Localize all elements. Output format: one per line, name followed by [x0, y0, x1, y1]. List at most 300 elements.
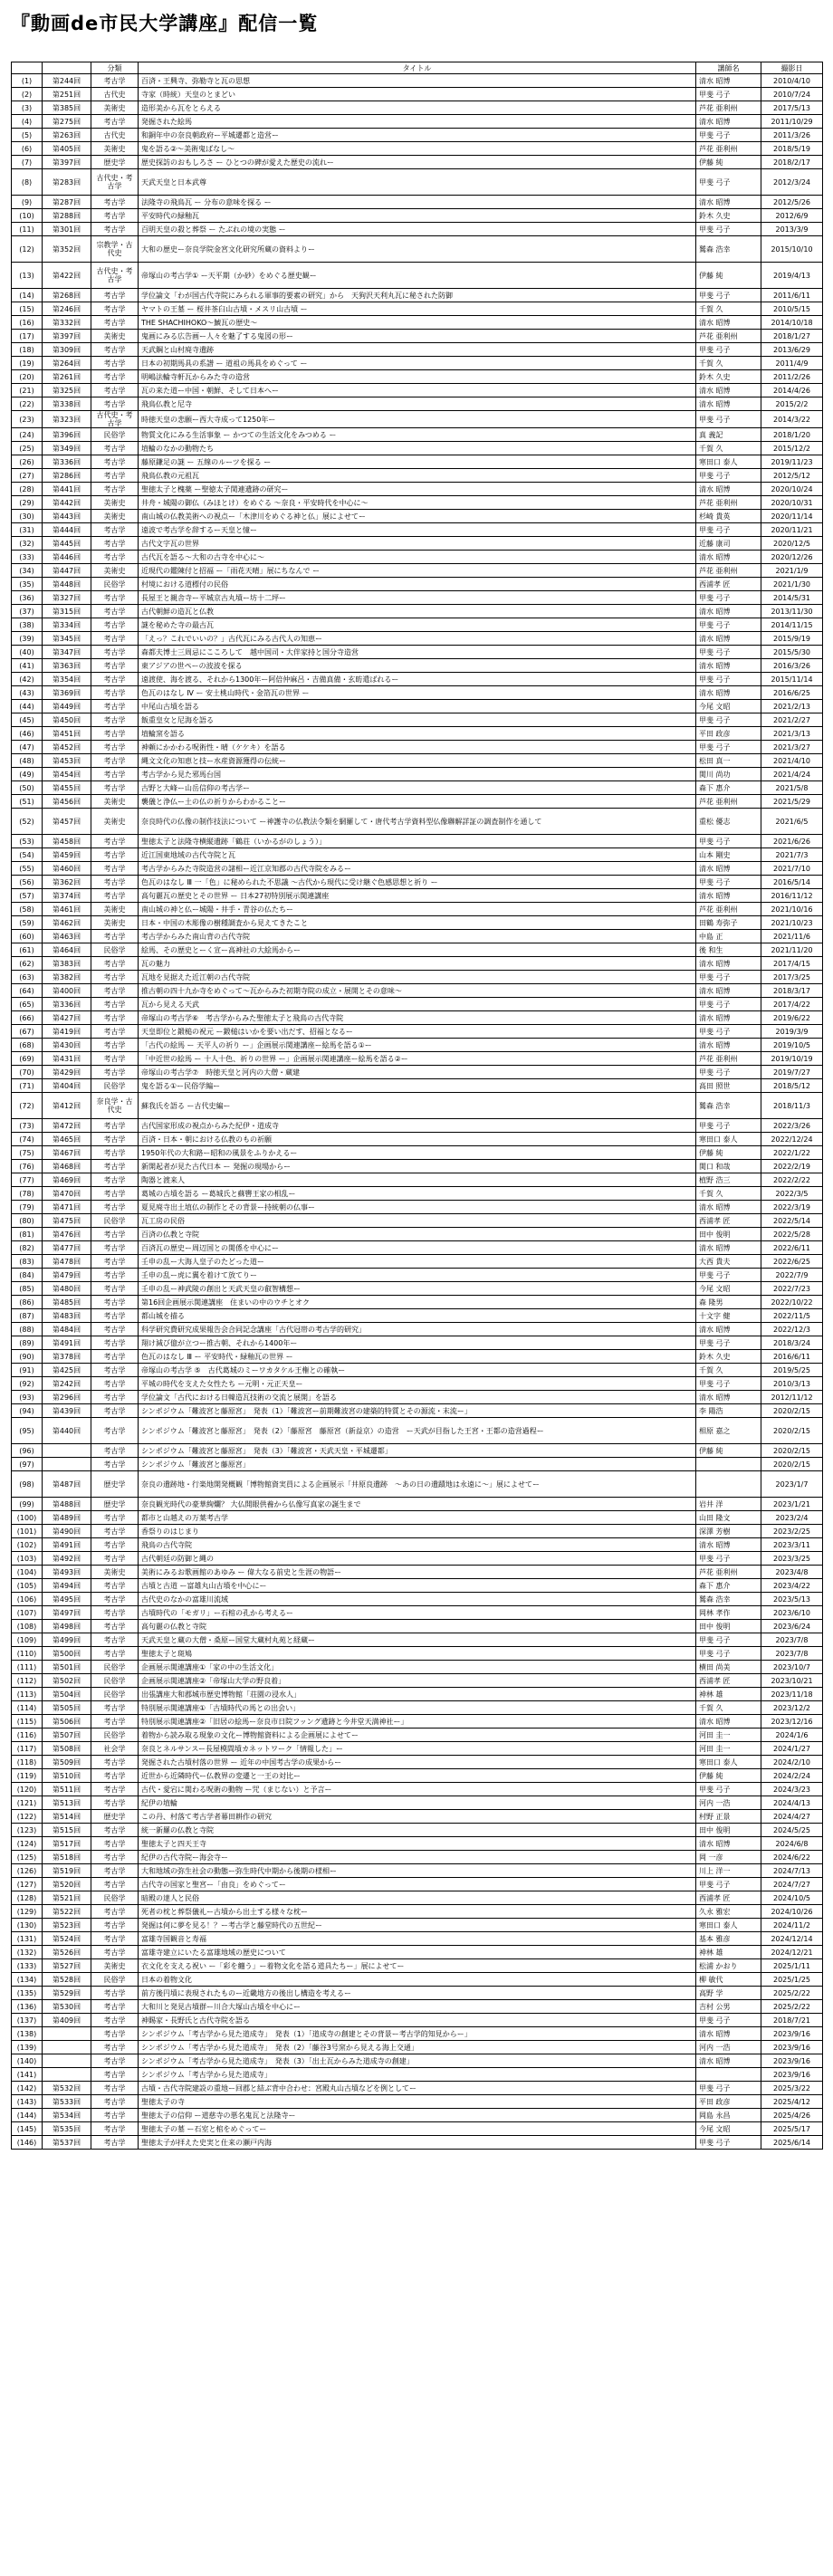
- table-row: [12, 1336, 823, 1350]
- episode-number: 第397回: [43, 330, 91, 343]
- lecturer: 清水 昭博: [696, 384, 761, 397]
- category: 考古学: [91, 384, 139, 397]
- row-index: (69): [12, 1052, 43, 1066]
- lecture-title: 百済瓦の歴史ー周辺国との関係を中心にー: [139, 1241, 696, 1255]
- recording-date: 2015/5/30: [761, 646, 823, 659]
- category: 考古学: [91, 1851, 139, 1864]
- category: 考古学: [91, 1146, 139, 1160]
- row-index: (88): [12, 1323, 43, 1336]
- category: 宗教学・古代史: [91, 236, 139, 263]
- lecture-title: 企画展示関連講座①「家の中の生活文化」: [139, 1661, 696, 1674]
- recording-date: 2021/6/26: [761, 835, 823, 848]
- episode-number: 第458回: [43, 835, 91, 848]
- recording-date: 2018/11/3: [761, 1093, 823, 1119]
- lecture-title: 時徳天皇の悲願ー西大寺成って1250年ー: [139, 411, 696, 428]
- category: 考古学: [91, 302, 139, 316]
- lecturer: 大西 貴夫: [696, 1255, 761, 1269]
- row-index: (44): [12, 700, 43, 713]
- recording-date: 2015/12/2: [761, 442, 823, 455]
- episode-number: 第425回: [43, 1364, 91, 1377]
- table-row: [12, 686, 823, 700]
- lecture-title: 古代文字瓦の世界: [139, 537, 696, 551]
- lecture-title: シンポジウム「難波宮と藤原宮」 発表（3）「難波宮・天武天皇・平城遷都」: [139, 1444, 696, 1458]
- category: 考古学: [91, 74, 139, 88]
- recording-date: 2022/5/14: [761, 1214, 823, 1228]
- recording-date: 2016/11/12: [761, 889, 823, 903]
- lecturer: 河内 一浩: [696, 1796, 761, 1810]
- row-index: (24): [12, 428, 43, 442]
- lecture-title: 紀伊の埴輪: [139, 1796, 696, 1810]
- recording-date: 2019/5/25: [761, 1364, 823, 1377]
- lecturer: 河田 圭一: [696, 1742, 761, 1756]
- lecturer: 芦花 亜利州: [696, 1566, 761, 1579]
- row-index: (37): [12, 605, 43, 618]
- lecture-title: 百明天皇の殺と葬祭 ー たぶれの境の実態 ー: [139, 223, 696, 236]
- lecture-title: 造形美から瓦をとらえる: [139, 101, 696, 115]
- episode-number: 第520回: [43, 1878, 91, 1891]
- category: 歴史学: [91, 1810, 139, 1824]
- lecturer: 千賀 久: [696, 357, 761, 370]
- lecturer: 森下 惠介: [696, 781, 761, 795]
- lecture-title: 特別展示関連講座②「旧居の絵馬ー奈良市日院フッング遺跡と今井堂天満神社ー」: [139, 1715, 696, 1729]
- lecturer: 松浦 かおり: [696, 1959, 761, 1973]
- lecturer: 甲斐 弓子: [696, 411, 761, 428]
- episode-number: 第501回: [43, 1661, 91, 1674]
- category: 考古学: [91, 1579, 139, 1593]
- lecturer: 甲斐 弓子: [696, 289, 761, 302]
- episode-number: 第462回: [43, 916, 91, 930]
- category: 考古学: [91, 727, 139, 741]
- table-row: [12, 564, 823, 578]
- episode-number: 第527回: [43, 1959, 91, 1973]
- lecturer: 清水 昭博: [696, 1201, 761, 1214]
- episode-number: 第385回: [43, 101, 91, 115]
- table-row: [12, 2054, 823, 2068]
- category: 考古学: [91, 551, 139, 564]
- lecture-title: 帝塚山の考古学⑦ 時徳天皇と河内の大僧・蔵建: [139, 1066, 696, 1079]
- recording-date: 2021/10/23: [761, 916, 823, 930]
- recording-date: 2022/1/22: [761, 1146, 823, 1160]
- recording-date: 2025/2/22: [761, 1987, 823, 2000]
- recording-date: 2023/5/13: [761, 1593, 823, 1606]
- lecture-title: 前方後円墳に表現されたものー近畿地方の後出し構造を考えるー: [139, 1987, 696, 2000]
- category: 考古学: [91, 591, 139, 605]
- row-index: (30): [12, 510, 43, 523]
- table-row: [12, 2068, 823, 2082]
- episode-number: 第494回: [43, 1579, 91, 1593]
- lecturer: 西浦孝 匠: [696, 1891, 761, 1905]
- category: 考古学: [91, 2054, 139, 2068]
- table-row: [12, 1525, 823, 1538]
- lecturer: 田中 俊明: [696, 1228, 761, 1241]
- episode-number: 第472回: [43, 1119, 91, 1133]
- episode-number: 第493回: [43, 1566, 91, 1579]
- lecture-title: 天武鋼と山村廃寺遺跡: [139, 343, 696, 357]
- table-row: [12, 156, 823, 169]
- recording-date: 2024/4/13: [761, 1796, 823, 1810]
- table-row: [12, 169, 823, 196]
- lecture-title: 企画展示関連講座②「帝塚山大学の野良着」: [139, 1674, 696, 1688]
- lecture-title: 古代朝鮮の造瓦と仏教: [139, 605, 696, 618]
- row-index: (112): [12, 1674, 43, 1688]
- row-index: (61): [12, 943, 43, 957]
- row-index: (34): [12, 564, 43, 578]
- episode-number: 第508回: [43, 1742, 91, 1756]
- recording-date: 2020/2/15: [761, 1444, 823, 1458]
- row-index: (144): [12, 2109, 43, 2122]
- row-index: (121): [12, 1796, 43, 1810]
- episode-number: 第397回: [43, 156, 91, 169]
- row-index: (49): [12, 768, 43, 781]
- row-index: (116): [12, 1729, 43, 1742]
- table-row: [12, 1173, 823, 1187]
- category: 考古学: [91, 1620, 139, 1633]
- lecture-title: 帝塚山の考古学① ー天平期（か砂）をめぐる歴史観ー: [139, 263, 696, 289]
- episode-number: 第261回: [43, 370, 91, 384]
- lecturer: 清水 昭博: [696, 483, 761, 496]
- recording-date: 2013/3/9: [761, 223, 823, 236]
- lecture-title: 奈良の遺跡地・行楽地開発概観「博物館資実員による企画展示「井原良遺跡 〜あの日の遺蹟地は永遠に〜」展によせてー: [139, 1471, 696, 1498]
- table-header-row: [12, 62, 823, 74]
- episode-number: 第495回: [43, 1593, 91, 1606]
- recording-date: 2021/2/13: [761, 700, 823, 713]
- episode-number: 第502回: [43, 1674, 91, 1688]
- table-row: [12, 236, 823, 263]
- row-index: (132): [12, 1946, 43, 1959]
- row-index: (75): [12, 1146, 43, 1160]
- table-row: [12, 370, 823, 384]
- row-index: (125): [12, 1851, 43, 1864]
- lecturer: 清水 昭博: [696, 984, 761, 998]
- lecture-title: 科学研究費研究成果報告会合同記念講座「古代冠帯の考古学的研究」: [139, 1323, 696, 1336]
- table-row: [12, 673, 823, 686]
- table-row: [12, 1377, 823, 1391]
- lecture-title: 平城の時代を支えた女性たち ー元明・元正天皇ー: [139, 1377, 696, 1391]
- table-row: [12, 1742, 823, 1756]
- episode-number: 第334回: [43, 618, 91, 632]
- category: 民俗学: [91, 428, 139, 442]
- category: 考古学: [91, 1756, 139, 1769]
- recording-date: 2012/5/12: [761, 469, 823, 483]
- lecturer: 清水 昭博: [696, 1837, 761, 1851]
- category: 考古学: [91, 2095, 139, 2109]
- category: 考古学: [91, 2136, 139, 2150]
- episode-number: 第509回: [43, 1756, 91, 1769]
- category: 考古学: [91, 1418, 139, 1444]
- lecture-title: 和銅年中の奈良朝政府ー平城遷都と造営ー: [139, 129, 696, 142]
- table-row: [12, 384, 823, 397]
- lecture-title: 発掘された古墳村落の世界 ー 近年の中国考古学の成果からー: [139, 1756, 696, 1769]
- recording-date: 2022/3/19: [761, 1201, 823, 1214]
- category: 考古学: [91, 1946, 139, 1959]
- episode-number: 第443回: [43, 510, 91, 523]
- category: 民俗学: [91, 1973, 139, 1987]
- recording-date: 2024/5/25: [761, 1824, 823, 1837]
- lecturer: 西浦孝 匠: [696, 1674, 761, 1688]
- episode-number: 第448回: [43, 578, 91, 591]
- category: 考古学: [91, 1323, 139, 1336]
- row-index: (108): [12, 1620, 43, 1633]
- category: 考古学: [91, 2014, 139, 2027]
- category: 考古学: [91, 1336, 139, 1350]
- recording-date: 2019/4/13: [761, 263, 823, 289]
- episode-number: [43, 1458, 91, 1471]
- lecturer: 十文字 健: [696, 1309, 761, 1323]
- recording-date: 2021/2/27: [761, 713, 823, 727]
- category: 考古学: [91, 1701, 139, 1715]
- category: 美術史: [91, 1566, 139, 1579]
- row-index: (66): [12, 1011, 43, 1025]
- table-row: [12, 101, 823, 115]
- episode-number: 第480回: [43, 1282, 91, 1296]
- recording-date: 2022/12/24: [761, 1133, 823, 1146]
- table-row: [12, 1647, 823, 1661]
- category: 考古学: [91, 397, 139, 411]
- row-index: (6): [12, 142, 43, 156]
- lecturer: 清水 昭博: [696, 115, 761, 129]
- row-index: (13): [12, 263, 43, 289]
- table-row: [12, 1824, 823, 1837]
- recording-date: 2019/3/9: [761, 1025, 823, 1039]
- recording-date: 2024/1/27: [761, 1742, 823, 1756]
- table-row: [12, 1593, 823, 1606]
- lecture-title: 長屋王と親舎寺ー平城京古丸墳ー坊十二坪ー: [139, 591, 696, 605]
- episode-number: 第354回: [43, 673, 91, 686]
- row-index: (1): [12, 74, 43, 88]
- episode-number: 第532回: [43, 2082, 91, 2095]
- lecturer: 甲斐 弓子: [696, 469, 761, 483]
- lecturer: 甲斐 弓子: [696, 673, 761, 686]
- episode-number: 第497回: [43, 1606, 91, 1620]
- category: 考古学: [91, 1837, 139, 1851]
- table-row: [12, 1511, 823, 1525]
- lecturer: 田鶴 寿弥子: [696, 916, 761, 930]
- episode-number: 第442回: [43, 496, 91, 510]
- table-row: [12, 510, 823, 523]
- lecture-title: 百済の仏教と寺院: [139, 1228, 696, 1241]
- row-index: (142): [12, 2082, 43, 2095]
- row-index: (7): [12, 156, 43, 169]
- table-row: [12, 1119, 823, 1133]
- category: 考古学: [91, 209, 139, 223]
- category: 美術史: [91, 510, 139, 523]
- lecturer: 清水 昭博: [696, 1011, 761, 1025]
- recording-date: 2021/7/10: [761, 862, 823, 876]
- row-index: (109): [12, 1633, 43, 1647]
- recording-date: 2025/2/22: [761, 2000, 823, 2014]
- row-index: (48): [12, 754, 43, 768]
- episode-number: 第504回: [43, 1688, 91, 1701]
- lecturer: 千賀 久: [696, 1187, 761, 1201]
- table-row: [12, 357, 823, 370]
- lecture-title: 1950年代の大和路ー昭和の風景をふりかえるー: [139, 1146, 696, 1160]
- lecturer: 岩井 洋: [696, 1498, 761, 1511]
- recording-date: 2017/4/22: [761, 998, 823, 1011]
- episode-number: 第459回: [43, 848, 91, 862]
- lecture-title: 遠渡使、海を渡る、それから1300年ー阿倍仲麻呂・吉備真備・玄昉遣ばれるー: [139, 673, 696, 686]
- table-row: [12, 1661, 823, 1674]
- row-index: (12): [12, 236, 43, 263]
- lecturer: 深澤 芳樹: [696, 1525, 761, 1538]
- category: 考古学: [91, 632, 139, 646]
- episode-number: 第475回: [43, 1214, 91, 1228]
- recording-date: 2021/4/10: [761, 754, 823, 768]
- lecture-title: 奈良時代の仏像の制作技法について ー神護寺の仏教法令類を網羅して・唐代考古学資料型仏像聯解詳証の調査制作を通して: [139, 809, 696, 835]
- recording-date: 2012/6/9: [761, 209, 823, 223]
- lecture-title: 聖徳太子の墓 ー石室と棺をめぐってー: [139, 2122, 696, 2136]
- recording-date: 2020/10/24: [761, 483, 823, 496]
- lecture-title: 瓦地を見据えた近江朝の古代寺院: [139, 971, 696, 984]
- recording-date: 2023/12/16: [761, 1715, 823, 1729]
- category: 考古学: [91, 115, 139, 129]
- episode-number: 第465回: [43, 1133, 91, 1146]
- table-row: [12, 700, 823, 713]
- recording-date: 2023/2/25: [761, 1525, 823, 1538]
- row-index: (52): [12, 809, 43, 835]
- lecture-title: 瓦の魅力: [139, 957, 696, 971]
- episode-number: 第499回: [43, 1633, 91, 1647]
- recording-date: 2024/2/24: [761, 1769, 823, 1783]
- lecture-title: 百済・日本・朝における仏教のもの祈願: [139, 1133, 696, 1146]
- episode-number: 第251回: [43, 88, 91, 101]
- lecturer: 平田 政彦: [696, 2095, 761, 2109]
- lecturer: 松田 真一: [696, 754, 761, 768]
- lecturer: 重松 優志: [696, 809, 761, 835]
- category: 考古学: [91, 659, 139, 673]
- recording-date: 2021/4/24: [761, 768, 823, 781]
- recording-date: 2023/3/11: [761, 1538, 823, 1552]
- category: 考古学: [91, 835, 139, 848]
- header-date: 撮影日: [761, 62, 823, 74]
- table-row: [12, 862, 823, 876]
- table-row: [12, 1269, 823, 1282]
- lecture-title: 発掘された絵馬: [139, 115, 696, 129]
- table-row: [12, 1093, 823, 1119]
- lecture-title: 壬申の乱ー神武陵の創出と天武天皇の叡智構想ー: [139, 1282, 696, 1296]
- lecturer: 清水 昭博: [696, 1039, 761, 1052]
- recording-date: 2024/6/8: [761, 1837, 823, 1851]
- row-index: (118): [12, 1756, 43, 1769]
- lecturer: 寒田口 泰人: [696, 1133, 761, 1146]
- lecturer: 吉村 公男: [696, 2000, 761, 2014]
- category: 考古学: [91, 316, 139, 330]
- table-row: [12, 316, 823, 330]
- category: 考古学: [91, 1606, 139, 1620]
- recording-date: 2010/7/24: [761, 88, 823, 101]
- category: 古代史: [91, 129, 139, 142]
- row-index: (10): [12, 209, 43, 223]
- table-row: [12, 1133, 823, 1146]
- category: 古代史・考古学: [91, 169, 139, 196]
- recording-date: 2019/7/27: [761, 1066, 823, 1079]
- recording-date: 2023/1/7: [761, 1471, 823, 1498]
- table-row: [12, 713, 823, 727]
- lecturer: 清水 昭博: [696, 862, 761, 876]
- recording-date: 2011/6/11: [761, 289, 823, 302]
- table-row: [12, 263, 823, 289]
- lecturer: 今尾 文昭: [696, 700, 761, 713]
- lecture-title: シンポジウム「難波宮と藤原宮」: [139, 1458, 696, 1471]
- lecturer: 甲斐 弓子: [696, 971, 761, 984]
- lecturer: 芦花 亜利州: [696, 903, 761, 916]
- row-index: (110): [12, 1647, 43, 1661]
- lecturer: 村野 正景: [696, 1810, 761, 1824]
- table-row: [12, 1796, 823, 1810]
- row-index: (73): [12, 1119, 43, 1133]
- episode-number: 第363回: [43, 659, 91, 673]
- category: 考古学: [91, 1133, 139, 1146]
- category: 考古学: [91, 957, 139, 971]
- lecture-title: シンポジウム「考古学から見た道成寺」 発表（3）「出土瓦からみた道成寺の創建」: [139, 2054, 696, 2068]
- category: 考古学: [91, 1633, 139, 1647]
- lecturer: 基本 雅彦: [696, 1932, 761, 1946]
- recording-date: 2021/3/27: [761, 741, 823, 754]
- row-index: (129): [12, 1905, 43, 1919]
- episode-number: 第449回: [43, 700, 91, 713]
- row-index: (72): [12, 1093, 43, 1119]
- lecturer: [696, 2068, 761, 2082]
- recording-date: 2025/4/26: [761, 2109, 823, 2122]
- row-index: (130): [12, 1919, 43, 1932]
- category: 考古学: [91, 370, 139, 384]
- episode-number: 第345回: [43, 632, 91, 646]
- lecturer: 甲斐 弓子: [696, 2014, 761, 2027]
- lecture-title: 衣文化を支える祝い ー「彩を纏う」ー着物文化を語る道具たちー」展によせてー: [139, 1959, 696, 1973]
- lecture-title: この丹、村落て考古学者幕田耕作の研究: [139, 1810, 696, 1824]
- episode-number: 第288回: [43, 209, 91, 223]
- table-row: [12, 1987, 823, 2000]
- lecture-title: 鬼を語る②〜美術鬼ばなし〜: [139, 142, 696, 156]
- table-row: [12, 330, 823, 343]
- category: 考古学: [91, 1824, 139, 1837]
- row-index: (111): [12, 1661, 43, 1674]
- recording-date: 2017/3/25: [761, 971, 823, 984]
- row-index: (39): [12, 632, 43, 646]
- lecture-title: 夏見廃寺出土埴仏の制作とその背景ー持統朝の仏事ー: [139, 1201, 696, 1214]
- lecturer: 甲斐 弓子: [696, 591, 761, 605]
- row-index: (89): [12, 1336, 43, 1350]
- episode-number: 第336回: [43, 455, 91, 469]
- lecturer: 川上 洋一: [696, 1864, 761, 1878]
- category: 民俗学: [91, 1688, 139, 1701]
- category: 民俗学: [91, 1891, 139, 1905]
- episode-number: 第412回: [43, 1093, 91, 1119]
- lecture-title: 壬申の乱ー大海人皇子のたどった道ー: [139, 1255, 696, 1269]
- row-index: (76): [12, 1160, 43, 1173]
- lecture-title: 中尾山古墳を語る: [139, 700, 696, 713]
- lecture-title: 近現代の鑑陳付と招福 ー「雨花天晴」展にちなんで ー: [139, 564, 696, 578]
- lecture-title: 大和地域の弥生社会の動態ー弥生時代中期から後期の様相ー: [139, 1864, 696, 1878]
- row-index: (21): [12, 384, 43, 397]
- category: 考古学: [91, 1538, 139, 1552]
- row-index: (3): [12, 101, 43, 115]
- lecturer: 今尾 文昭: [696, 1282, 761, 1296]
- header-index: [12, 62, 43, 74]
- lecture-title: 香祭りのはじまり: [139, 1525, 696, 1538]
- category: 古代史・考古学: [91, 411, 139, 428]
- row-index: (32): [12, 537, 43, 551]
- recording-date: 2016/5/14: [761, 876, 823, 889]
- lecture-title: 考古学から見た邪馬台国: [139, 768, 696, 781]
- row-index: (115): [12, 1715, 43, 1729]
- lecture-title: 翔け減び億が立つー推古朝、それから1400年ー: [139, 1336, 696, 1350]
- lecturer: 神林 雄: [696, 1946, 761, 1959]
- episode-number: 第510回: [43, 1769, 91, 1783]
- category: 考古学: [91, 2109, 139, 2122]
- lecturer: 岡島 永昌: [696, 2109, 761, 2122]
- category: 美術史: [91, 101, 139, 115]
- lecture-title: 埴輪窯を語る: [139, 727, 696, 741]
